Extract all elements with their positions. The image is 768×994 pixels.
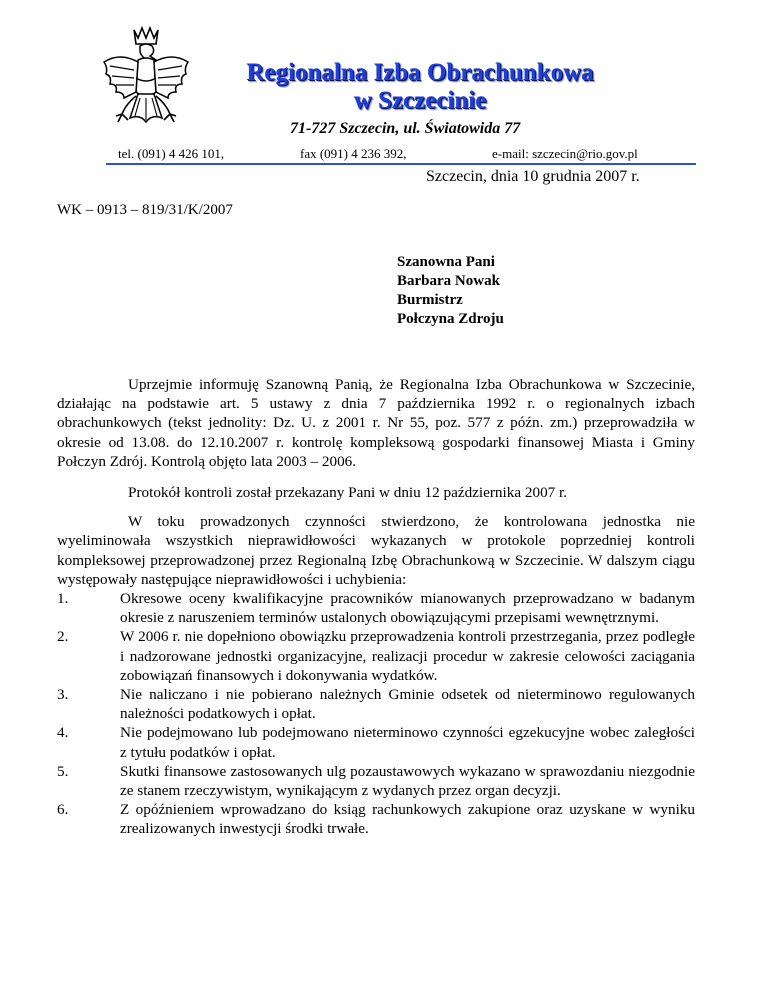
list-item — [57, 762, 695, 800]
list-item-text: Z opóźnieniem wprowadzano do ksiąg rachunkowych zakupione oraz uzyskane w wyniku zrealizowanych inwestycji środki trwałe. — [120, 801, 695, 838]
addressee-line: Szanowna Pani — [397, 254, 495, 270]
addressee-line: Barbara Nowak — [397, 273, 500, 289]
list-item — [57, 685, 695, 723]
findings-list — [57, 589, 695, 839]
list-item-number: 3. — [57, 686, 69, 704]
body-paragraph-1: Uprzejmie informuję Szanowną Panią, że Regionalna Izba Obrachunkowa w Szczecinie, działając na podstawie art. 5 ustawy z dnia 7 października 1992 r. o regionalnych izbach obrachunkowych (tekst jednolity: Dz. U. z 2001 r. Nr 55, poz. 577 z późn. zm.) przeprowadziła w okresie od 13.08. do 12.10.2007 r. kontrolę kompleksową gospodarki finansowej Miasta i Gminy Połczyn Zdrój. Kontrolą objęto lata 2003 – 2006. — [57, 376, 695, 470]
addressee-block — [397, 253, 504, 329]
contact-phone: tel. (091) 4 426 101, — [118, 146, 225, 161]
list-item — [57, 589, 695, 627]
addressee-line: Połczyna Zdroju — [397, 311, 504, 327]
list-item-text: Nie podejmowano lub podejmowano nieterminowo czynności egzekucyjne wobec zaległości z tytułu podatków i opłat. — [120, 724, 695, 761]
list-item-number: 1. — [57, 590, 69, 608]
org-address: 71-727 Szczecin, ul. Światowida 77 — [290, 120, 521, 137]
contact-email: e-mail: szczecin@rio.gov.pl — [492, 146, 638, 161]
list-item — [57, 800, 695, 838]
body-paragraph-3: W toku prowadzonych czynności stwierdzono, że kontrolowana jednostka nie wyeliminowała wszystkich nieprawidłowości wykazanych w protokole poprzedniej kontroli kompleksowej przeprowadzonej przez Regionalną Izbę Obrachunkową w Szczecinie. W dalszym ciągu występowały następujące nieprawidłowości i uchybienia: — [57, 513, 695, 588]
org-name-line2: w Szczecinie — [353, 87, 487, 114]
list-item — [57, 627, 695, 685]
list-item-text: W 2006 r. nie dopełniono obowiązku przeprowadzenia kontroli przestrzegania, przez podległe i nadzorowane jednostki organizacyjne, realizacji procedur w zakresie celowości zaciągania zobowiązań finansowych i dokonywania wydatków. — [120, 628, 695, 684]
list-item-number: 5. — [57, 762, 69, 780]
contact-fax: fax (091) 4 236 392, — [300, 146, 407, 161]
list-item-text: Okresowe oceny kwalifikacyjne pracowników mianowanych przeprowadzano w badanym okresie z naruszeniem terminów ustalonych obowiązującymi przepisami wewnętrznymi. — [120, 590, 695, 627]
letter-body — [57, 375, 695, 839]
list-item-number: 4. — [57, 724, 69, 742]
list-item-text: Nie naliczano i nie pobierano należnych Gminie odsetek od nieterminowo regulowanych należności podatkowych i opłat. — [120, 686, 695, 723]
list-item-number: 2. — [57, 628, 69, 646]
list-item-number: 6. — [57, 801, 69, 819]
org-name-line1: Regionalna Izba Obrachunkowa — [246, 59, 594, 86]
header-divider — [106, 163, 696, 165]
polish-eagle-emblem-icon — [100, 22, 192, 146]
letter-date: Szczecin, dnia 10 grudnia 2007 r. — [426, 168, 640, 185]
addressee-line: Burmistrz — [397, 292, 463, 308]
reference-number: WK – 0913 – 819/31/K/2007 — [57, 202, 233, 218]
list-item-text: Skutki finansowe zastosowanych ulg pozaustawowych wykazano w sprawozdaniu niezgodnie ze stanem rzeczywistym, wynikającym z wydanych przez organ decyzji. — [120, 762, 695, 800]
list-item — [57, 723, 695, 761]
body-paragraph-2: Protokół kontroli został przekazany Pani w dniu 12 października 2007 r. — [128, 484, 568, 502]
